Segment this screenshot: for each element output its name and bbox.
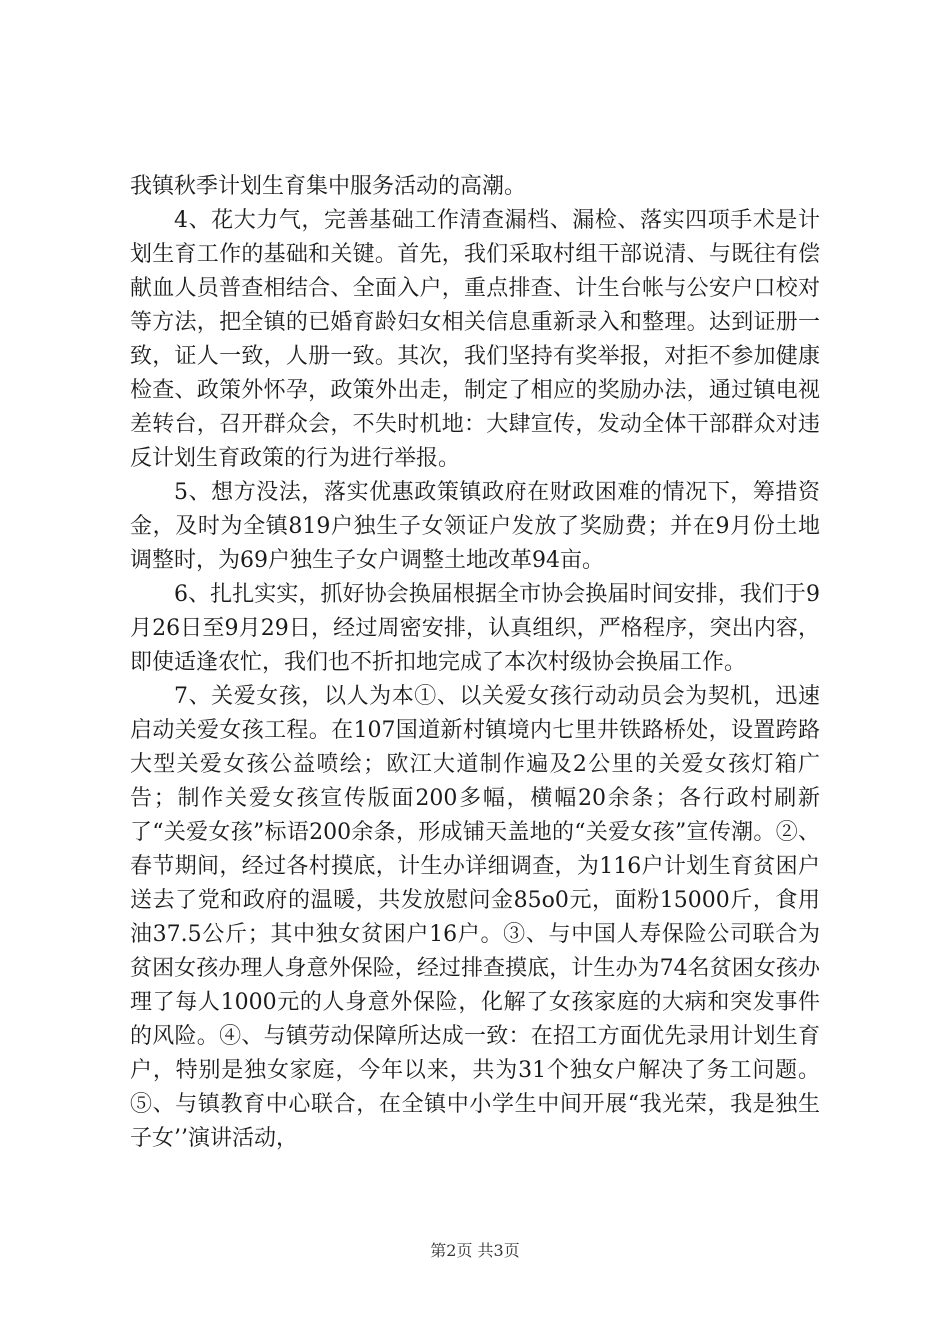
paragraph-item-5: 5、想方没法，落实优惠政策镇政府在财政困难的情况下，筹措资金，及时为全镇819户独生子女领证户发放了奖励费；并在9月份土地调整时，为69户独生子女户调整土地改革94亩。 <box>130 480 820 573</box>
document-body <box>130 170 820 1156</box>
page-number-label: 第2页 共3页 <box>430 1241 520 1260</box>
paragraph-item-4: 4、花大力气，完善基础工作清查漏档、漏检、落实四项手术是计划生育工作的基础和关键。首先，我们采取村组干部说清、与既往有偿献血人员普查相结合、全面入户，重点排查、计生台帐与公安户口校对等方法，把全镇的已婚育龄妇女相关信息重新录入和整理。达到证册一致，证人一致，人册一致。其次，我们坚持有奖举报，对拒不参加健康检查、政策外怀孕，政策外出走，制定了相应的奖励办法，通过镇电视差转台，召开群众会，不失时机地：大肆宣传，发动全体干部群众对违反计划生育政策的行为进行举报。 <box>130 208 820 471</box>
page-footer <box>0 1238 950 1261</box>
paragraph-item-6: 6、扎扎实实，抓好协会换届根据全市协会换届时间安排，我们于9月26日至9月29日，经过周密安排，认真组织，严格程序，突出内容，即使适逢农忙，我们也不折扣地完成了本次村级协会换届工作。 <box>130 582 820 675</box>
paragraph-item-7: 7、关爱女孩，以人为本①、以关爱女孩行动动员会为契机，迅速启动关爱女孩工程。在107国道新村镇境内七里井铁路桥处，设置跨路大型关爱女孩公益喷绘；欧江大道制作遍及2公里的关爱女孩灯箱广告；制作关爱女孩宣传版面200多幅，横幅20余条；各行政村刷新了“关爱女孩”标语200余条，形成铺天盖地的“关爱女孩”宣传潮。②、春节期间，经过各村摸底，计生办详细调查，为116户计划生育贫困户送去了党和政府的温暖，共发放慰问金85o0元，面粉15000斤，食用油37.5公斤；其中独女贫困户16户。③、与中国人寿保险公司联合为贫困女孩办理人身意外保险，经过排查摸底，计生办为74名贫困女孩办理了每人1000元的人身意外保险，化解了女孩家庭的大病和突发事件的风险。④、与镇劳动保障所达成一致：在招工方面优先录用计划生育户，特别是独女家庭，今年以来，共为31个独女户解决了务工问题。⑤、与镇教育中心联合，在全镇中小学生中间开展“我光荣，我是独生子女’’演讲活动， <box>130 684 820 1151</box>
paragraph-continuation: 我镇秋季计划生育集中服务活动的高潮。 <box>130 174 527 199</box>
